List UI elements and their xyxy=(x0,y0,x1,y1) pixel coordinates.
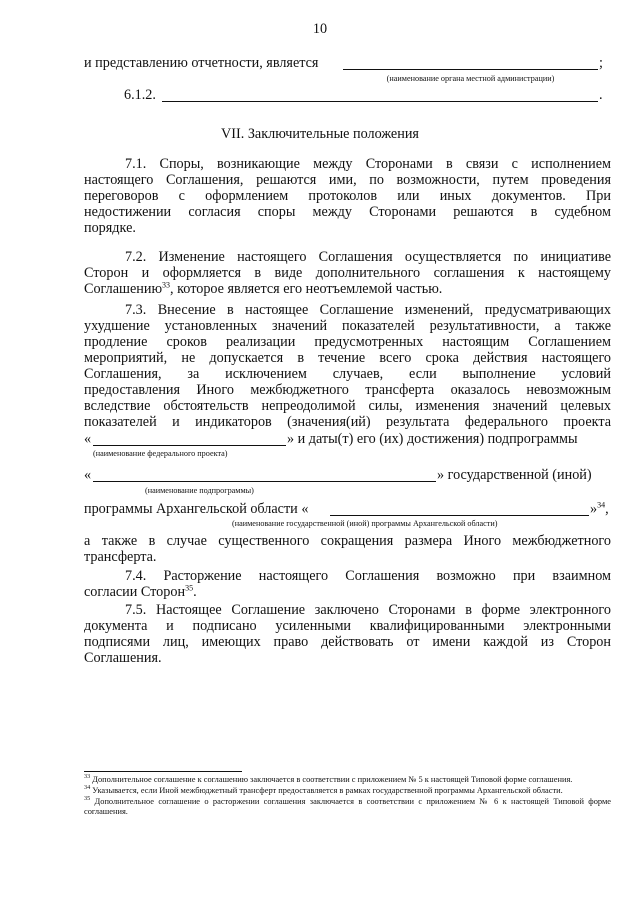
caption-local-administration: (наименование органа местной администрации) xyxy=(386,74,555,83)
p71-line: настоящего Соглашения, решаются ими, по возможности, путем проведения xyxy=(84,172,611,188)
p73-line: ухудшение установленных значений показателей результативности, а также xyxy=(84,318,611,334)
p73-line: вследствие обстоятельств непреодолимой силы, изменения значений целевых xyxy=(84,398,611,414)
p72-text: Соглашению xyxy=(84,281,163,297)
reporting-line-text: и представлению отчетности, является xyxy=(84,55,319,71)
subprogram-field[interactable] xyxy=(93,481,436,482)
item-6-1-2-field[interactable] xyxy=(162,101,598,102)
p73-line: предоставления Иного межбюджетного трансферта оказалось невозможным xyxy=(84,382,611,398)
p74-line xyxy=(84,585,197,600)
p73-line: » и даты(т) его (их) достижения) подпрограммы xyxy=(287,431,578,447)
p73-line: показателей и индикаторов (значения(ий) результата федерального проекта xyxy=(84,414,611,430)
p72-line: 7.2. Изменение настоящего Соглашения осуществляется по инициативе xyxy=(125,249,611,265)
footnote-number: 33 xyxy=(84,773,91,781)
period: . xyxy=(193,584,197,600)
p71-line: 7.1. Споры, возникающие между Сторонами в связи с исполнением xyxy=(125,156,611,172)
item-6-1-2-end: . xyxy=(599,87,603,103)
footnotes-block xyxy=(84,775,611,818)
footnote-34 xyxy=(84,786,611,797)
p75-line: 7.5. Настоящее Соглашение заключено Сторонами в форме электронного xyxy=(125,602,611,618)
footnote-ref-35[interactable]: 35 xyxy=(185,583,194,593)
footnote-separator xyxy=(84,771,242,772)
footnote-text: Указывается, если Иной межбюджетный трансферт предоставляется в рамках государственной программы Архангельской области. xyxy=(92,785,563,795)
p72-text: , которое является его неотъемлемой частью. xyxy=(170,281,443,297)
reporting-authority-field[interactable] xyxy=(343,69,598,70)
quote-open: « xyxy=(84,467,92,483)
section-title: VII. Заключительные положения xyxy=(221,126,419,142)
p73-line xyxy=(590,502,609,517)
p73-line: программы Архангельской области « xyxy=(84,501,309,517)
footnote-text: Дополнительное соглашение к соглашению заключается в соответствии с приложением № 5 к настоящей Типовой форме соглашения. xyxy=(92,775,573,784)
p75-line: Соглашения. xyxy=(84,650,162,666)
p73-line: Соглашения, за исключением случаев, если выполнение условий xyxy=(84,366,611,382)
footnote-number: 34 xyxy=(84,784,91,791)
caption-federal-project: (наименование федерального проекта) xyxy=(93,449,228,458)
footnote-35 xyxy=(84,794,611,819)
footnote-ref-33[interactable]: 33 xyxy=(162,280,171,290)
footnote-ref-34[interactable]: 34 xyxy=(597,500,606,510)
p73-line: продление сроков реализации предусмотренных настоящим Соглашением xyxy=(84,334,611,350)
p75-line: документа и подписано усиленными квалифицированными электронными xyxy=(84,618,611,634)
p73-line: мероприятий, не допускается в течение всего срока действия настоящего xyxy=(84,350,611,366)
federal-project-field[interactable] xyxy=(93,445,286,446)
p73-line: трансферта. xyxy=(84,549,157,565)
p73-line: 7.3. Внесение в настоящее Соглашение изменений, предусматривающих xyxy=(125,302,611,318)
footnote-text: Дополнительное соглашение о расторжении соглашения заключается в соответствии с приложением № 6 к настоящей Типовой форме соглашения. xyxy=(84,796,611,817)
p74-text: согласии Сторон xyxy=(84,584,186,600)
footnote-33 xyxy=(84,775,611,786)
p71-line: порядке. xyxy=(84,220,136,236)
item-6-1-2-number: 6.1.2. xyxy=(124,87,156,103)
p71-line: недостижении согласия споры между Сторонами решаются в судебном xyxy=(84,204,611,220)
state-program-field[interactable] xyxy=(330,515,589,516)
caption-state-program: (наименование государственной (иной) программы Архангельской области) xyxy=(232,519,498,528)
p72-line xyxy=(84,282,442,297)
caption-subprogram: (наименование подпрограммы) xyxy=(145,486,254,495)
p72-line: Сторон и оформляется в виде дополнительного соглашения к настоящему xyxy=(84,265,611,281)
footnote-number: 35 xyxy=(84,794,91,802)
quote-open: « xyxy=(84,431,92,447)
p71-line: переговоров с оформлением протоколов или иных документов. При xyxy=(84,188,611,204)
p74-line: 7.4. Расторжение настоящего Соглашения возможно при взаимном xyxy=(125,568,611,584)
p75-line: подписями лиц, имеющих право действовать от имени каждой из Сторон xyxy=(84,634,611,650)
page-number: 10 xyxy=(312,21,328,37)
comma: , xyxy=(605,501,609,517)
quote-close: » xyxy=(590,501,598,517)
reporting-line-end: ; xyxy=(599,55,603,71)
p73-line: » государственной (иной) xyxy=(437,467,592,483)
p73-line: а также в случае существенного сокращения размера Иного межбюджетного xyxy=(84,533,611,549)
